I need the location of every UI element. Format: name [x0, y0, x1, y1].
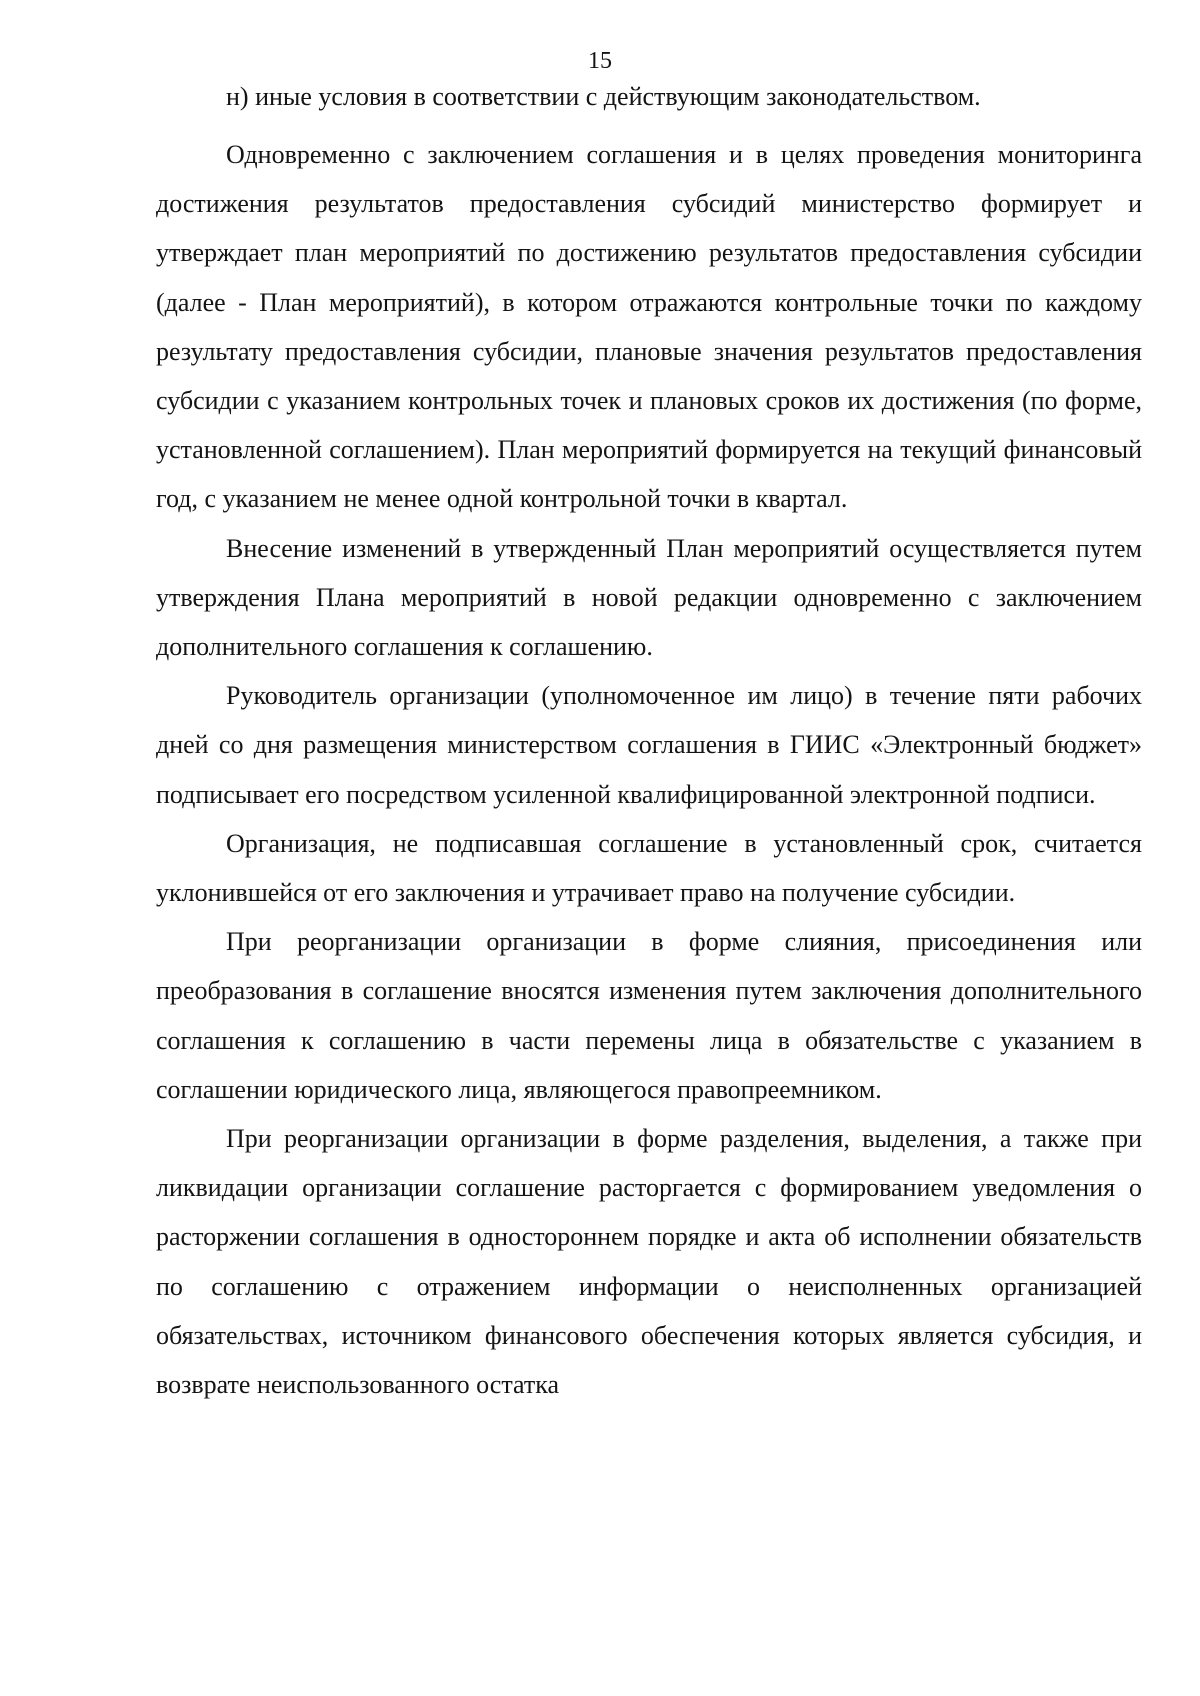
paragraph-reorganization-merger: При реорганизации организации в форме слияния, присоединения или преобразования в соглашение вносятся изменения путем заключения дополнительного соглашения к соглашению в части перемены лица в обязательстве с указанием в соглашении юридического лица, являющегося правопреемником.	[156, 927, 1142, 1104]
paragraph-signing: Руководитель организации (уполномоченное им лицо) в течение пяти рабочих дней со дня размещения министерством соглашения в ГИИС «Электронный бюджет» подписывает его посредством усиленной квалифицированной электронной подписи.	[156, 681, 1142, 809]
paragraph-plan-changes: Внесение изменений в утвержденный План мероприятий осуществляется путем утверждения Плана мероприятий в новой редакции одновременно с заключением дополнительного соглашения к соглашению.	[156, 533, 1142, 662]
paragraph-evasion: Организация, не подписавшая соглашение в установленный срок, считается уклонившейся от его заключения и утрачивает право на получение субсидии.	[156, 828, 1142, 908]
paragraph-reorganization-division: При реорганизации организации в форме разделения, выделения, а также при ликвидации организации соглашение расторгается с формированием уведомления о расторжении соглашения в одностороннем порядке и акта об исполнении обязательств по соглашению с отражением информации о неисполненных организацией обязательствах, источником финансового обеспечения которых является субсидия, и возврате неиспользованного остатка	[156, 1124, 1142, 1400]
paragraph-action-plan: Одновременно с заключением соглашения и в целях проведения мониторинга достижения результатов предоставления субсидий министерство формирует и утверждает план мероприятий по достижению результатов предоставления субсидии (далее - План мероприятий), в котором отражаются контрольные точки по каждому результату предоставления субсидии, плановые значения результатов предоставления субсидии с указанием контрольных точек и плановых сроков их достижения (по форме, установленной соглашением). План мероприятий формируется на текущий финансовый год, с указанием не менее одной контрольной точки в квартал.	[156, 140, 1142, 514]
page-number: 15	[588, 48, 612, 74]
paragraph-other-conditions: н) иные условия в соответствии с действующим законодательством.	[226, 82, 981, 111]
